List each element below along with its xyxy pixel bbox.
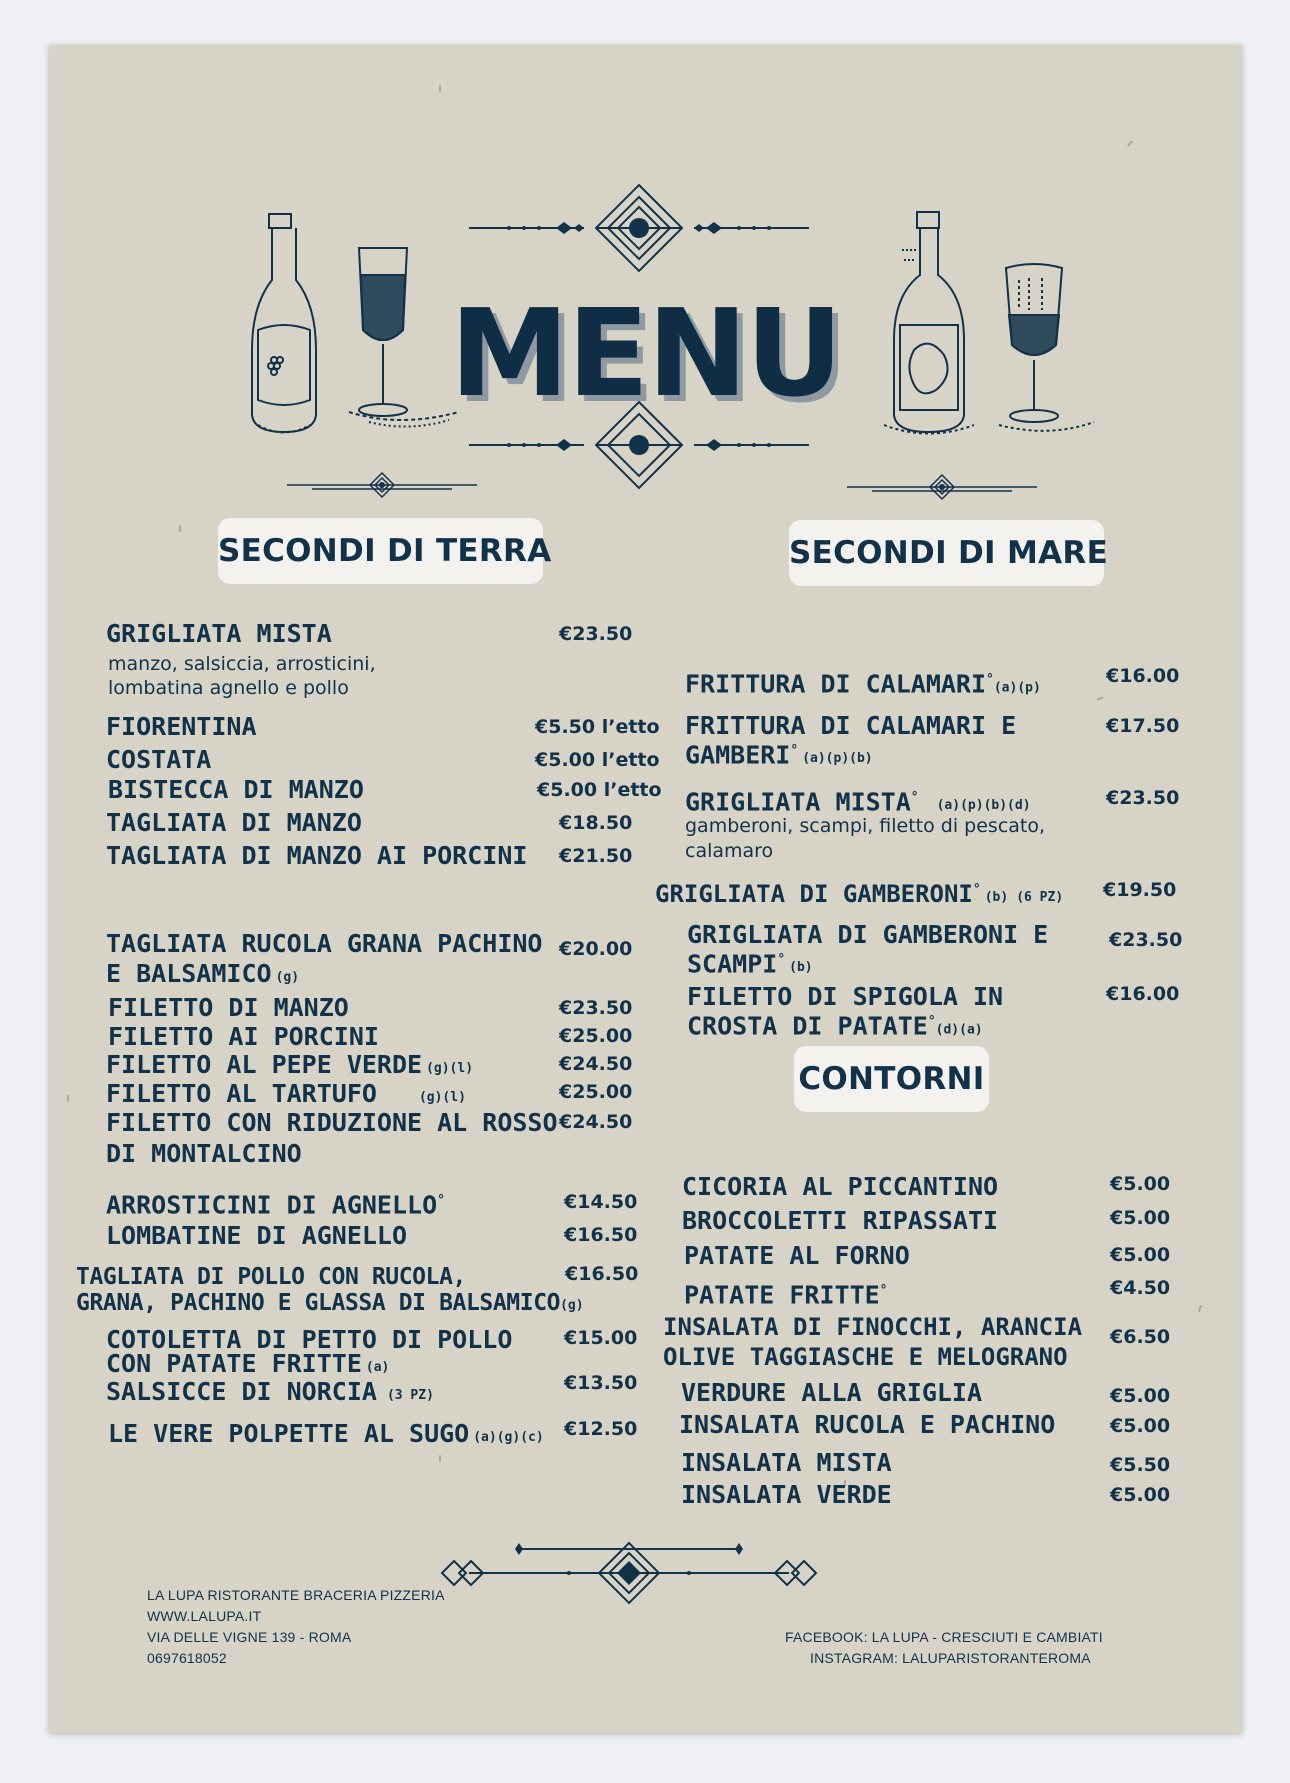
footer-instagram: INSTAGRAM: LALUPARISTORANTEROMA (810, 1650, 1091, 1666)
item-mark: ° (777, 952, 786, 967)
item-price: €13.50 (564, 1372, 638, 1394)
item-mark: ° (972, 882, 981, 897)
item-allergens: (3 PZ) (386, 1388, 434, 1403)
menu-item (106, 808, 362, 837)
item-price: €12.50 (564, 1418, 638, 1440)
item-price: €17.50 (1106, 715, 1180, 737)
footer-facebook: FACEBOOK: LA LUPA - CRESCIUTI E CAMBIATI (785, 1629, 1103, 1645)
item-name: INSALATA VERDE (681, 1480, 892, 1509)
paper-fleck (439, 85, 441, 92)
item-name: TAGLIATA DI POLLO CON RUCOLA, (76, 1264, 466, 1290)
section-heading-mare: SECONDI DI MARE (789, 520, 1104, 586)
item-name: LOMBATINE DI AGNELLO (106, 1221, 408, 1250)
item-description: lombatina agnello e pollo (108, 677, 349, 699)
small-divider-ornament-icon (282, 470, 482, 500)
item-quantity: (6 PZ) (1016, 890, 1064, 905)
item-name: SCAMPI (687, 949, 778, 979)
menu-item (106, 929, 543, 958)
menu-item (108, 1022, 379, 1051)
menu-item (681, 1448, 892, 1477)
wine-bottle-icon (244, 210, 324, 440)
item-name: OLIVE TAGGIASCHE E MELOGRANO (663, 1343, 1068, 1371)
item-name: VERDURE ALLA GRIGLIA (681, 1378, 983, 1407)
item-allergens: (a)(p)(b)(d) (936, 798, 1031, 814)
item-allergens: (g)(l) (418, 1090, 466, 1105)
item-name: FILETTO AL TARTUFO (106, 1079, 377, 1108)
item-name: DI MONTALCINO (106, 1139, 302, 1168)
item-allergens: (g) (275, 970, 300, 985)
wine-glass-icon (349, 240, 469, 435)
footer-address: VIA DELLE VIGNE 139 - ROMA (147, 1629, 352, 1645)
item-price: €5.50 (1110, 1454, 1171, 1476)
item-price: €15.00 (564, 1327, 638, 1349)
item-description: gamberoni, scampi, filetto di pescato, (685, 815, 1046, 837)
menu-item (106, 619, 332, 648)
item-price: €5.00 l’etto (535, 749, 660, 771)
wine-bottle-icon (884, 210, 974, 440)
item-price: €21.50 (559, 845, 633, 867)
item-name: GAMBERI (685, 740, 791, 770)
item-name: PATATE AL FORNO (684, 1241, 910, 1270)
footer-phone: 0697618052 (147, 1650, 227, 1666)
menu-item (106, 1108, 558, 1137)
item-allergens: (g) (560, 1298, 584, 1313)
menu-item (663, 1313, 1082, 1342)
item-price: €24.50 (559, 1111, 633, 1133)
item-price: €23.50 (1106, 787, 1180, 809)
item-name: GRIGLIATA MISTA (685, 787, 911, 817)
item-price: €6.50 (1110, 1326, 1171, 1348)
menu-item (108, 993, 349, 1022)
item-price: €18.50 (559, 812, 633, 834)
item-price: €23.50 (559, 623, 633, 645)
item-price: €20.00 (559, 938, 633, 960)
item-name: CON PATATE FRITTE (106, 1349, 362, 1378)
item-name: LE VERE POLPETTE AL SUGO (108, 1419, 470, 1448)
menu-item-continued (76, 1289, 584, 1320)
menu-item (682, 1172, 998, 1201)
item-allergens: (a)(p)(b) (802, 751, 873, 767)
item-name: GRIGLIATA MISTA (106, 619, 332, 648)
item-mark: ° (879, 1283, 888, 1298)
item-price: €24.50 (559, 1053, 633, 1075)
menu-item-continued (106, 1139, 302, 1168)
paper-fleck (1127, 140, 1133, 147)
item-name: FILETTO DI SPIGOLA IN (687, 982, 1004, 1011)
paper-fleck (1096, 696, 1103, 700)
item-allergens: (a)(g)(c) (473, 1430, 544, 1445)
top-diamond-ornament-icon (469, 183, 809, 273)
section-heading-terra: SECONDI DI TERRA (218, 518, 543, 584)
item-price: €5.00 (1110, 1484, 1171, 1506)
item-price: €4.50 (1110, 1277, 1171, 1299)
item-name: FILETTO AI PORCINI (108, 1022, 379, 1051)
item-allergens: (d)(a) (935, 1022, 983, 1038)
item-allergens: (a)(p) (993, 680, 1041, 696)
item-price: €5.00 (1110, 1244, 1171, 1266)
item-name: ARROSTICINI DI AGNELLO (106, 1190, 438, 1220)
paper-fleck (1198, 1305, 1202, 1312)
item-price: €14.50 (564, 1191, 638, 1213)
item-description: calamaro (685, 840, 774, 862)
menu-item (681, 1480, 892, 1509)
item-name: GRIGLIATA DI GAMBERONI E (687, 920, 1049, 949)
footer-diamond-ornament-icon (439, 1533, 819, 1603)
item-name: SALSICCE DI NORCIA (106, 1377, 377, 1406)
menu-item (684, 1276, 888, 1309)
menu-item (679, 1410, 1055, 1439)
item-name: FILETTO DI MANZO (108, 993, 349, 1022)
item-price: €25.00 (559, 1081, 633, 1103)
menu-page (49, 45, 1242, 1733)
item-allergens: (a) (365, 1360, 390, 1375)
item-description: manzo, salsiccia, arrosticini, (108, 653, 376, 675)
menu-item (106, 745, 211, 774)
item-name: CICORIA AL PICCANTINO (682, 1172, 999, 1201)
menu-item-continued (106, 959, 299, 992)
item-price: €16.00 (1106, 983, 1180, 1005)
footer-restaurant-name: LA LUPA RISTORANTE BRACERIA PIZZERIA (147, 1587, 445, 1603)
item-name: BROCCOLETTI RIPASSATI (682, 1206, 999, 1235)
item-price: €5.00 (1110, 1385, 1171, 1407)
item-mark: ° (437, 1193, 445, 1208)
item-allergens: (b) (789, 960, 813, 976)
item-mark: ° (927, 1014, 936, 1029)
item-price: €16.50 (564, 1224, 638, 1246)
menu-item (685, 665, 1041, 702)
item-price: €23.50 (559, 997, 633, 1019)
footer-website: WWW.LALUPA.IT (147, 1608, 262, 1624)
item-price: €19.50 (1103, 879, 1177, 901)
item-name: GRIGLIATA DI GAMBERONI (655, 880, 973, 908)
item-price: €25.00 (559, 1025, 633, 1047)
item-allergens: (g)(l) (426, 1061, 474, 1076)
item-mark: ° (790, 743, 799, 758)
item-name: TAGLIATA DI MANZO AI PORCINI (106, 841, 528, 870)
item-price: €16.00 (1106, 665, 1180, 687)
item-name: FIORENTINA (106, 712, 257, 741)
item-mark: ° (910, 790, 919, 805)
item-name: FRITTURA DI CALAMARI (685, 669, 987, 699)
section-heading-contorni: CONTORNI (794, 1046, 989, 1112)
menu-item (106, 841, 527, 870)
item-name: GRANA, PACHINO E GLASSA DI BALSAMICO (76, 1290, 561, 1316)
paper-fleck (179, 525, 181, 532)
menu-item-continued (663, 1343, 1068, 1372)
item-price: €5.00 (1110, 1207, 1171, 1229)
item-price: €23.50 (1109, 929, 1183, 951)
item-price: €5.00 (1110, 1173, 1171, 1195)
item-name: INSALATA MISTA (681, 1448, 892, 1477)
item-name: CROSTA DI PATATE (687, 1011, 928, 1041)
item-name: BISTECCA DI MANZO (108, 775, 364, 804)
item-price: €5.00 (1110, 1415, 1171, 1437)
menu-item (108, 775, 364, 804)
item-name: COSTATA (106, 745, 212, 774)
item-name: E BALSAMICO (106, 959, 272, 988)
item-mark: ° (986, 672, 994, 687)
menu-item-continued (685, 736, 873, 773)
menu-item (684, 1241, 910, 1270)
menu-item-continued (687, 945, 813, 982)
item-name: COTOLETTA DI PETTO DI POLLO (106, 1325, 513, 1354)
menu-item (681, 1378, 982, 1407)
item-name: INSALATA DI FINOCCHI, ARANCIA (663, 1313, 1083, 1341)
paper-fleck (439, 1455, 441, 1462)
small-divider-ornament-icon (842, 472, 1042, 502)
menu-item (106, 1186, 445, 1219)
menu-item (682, 1206, 998, 1235)
item-name: INSALATA RUCOLA E PACHINO (679, 1410, 1056, 1439)
item-name: FILETTO AL PEPE VERDE (106, 1050, 423, 1079)
item-name: FRITTURA DI CALAMARI E (685, 711, 1017, 740)
item-name: TAGLIATA RUCOLA GRANA PACHINO (106, 929, 543, 958)
item-allergens: (b) (984, 890, 1009, 905)
menu-item (108, 1419, 544, 1452)
item-name: TAGLIATA DI MANZO (106, 808, 362, 837)
item-price: €5.00 l’etto (537, 779, 662, 801)
menu-item-continued (687, 1007, 983, 1044)
menu-item (106, 712, 257, 741)
page-title: MENU (449, 285, 842, 424)
item-price: €16.50 (565, 1263, 639, 1285)
paper-fleck (67, 1095, 69, 1102)
item-price: €5.50 l’etto (535, 716, 660, 738)
menu-item (106, 1221, 407, 1250)
menu-item (76, 1263, 466, 1292)
wine-glass-icon (994, 260, 1104, 445)
menu-item (655, 875, 1063, 912)
item-name: FILETTO CON RIDUZIONE AL ROSSO (106, 1108, 558, 1137)
item-name: PATATE FRITTE (684, 1280, 880, 1310)
menu-item (106, 1377, 434, 1410)
